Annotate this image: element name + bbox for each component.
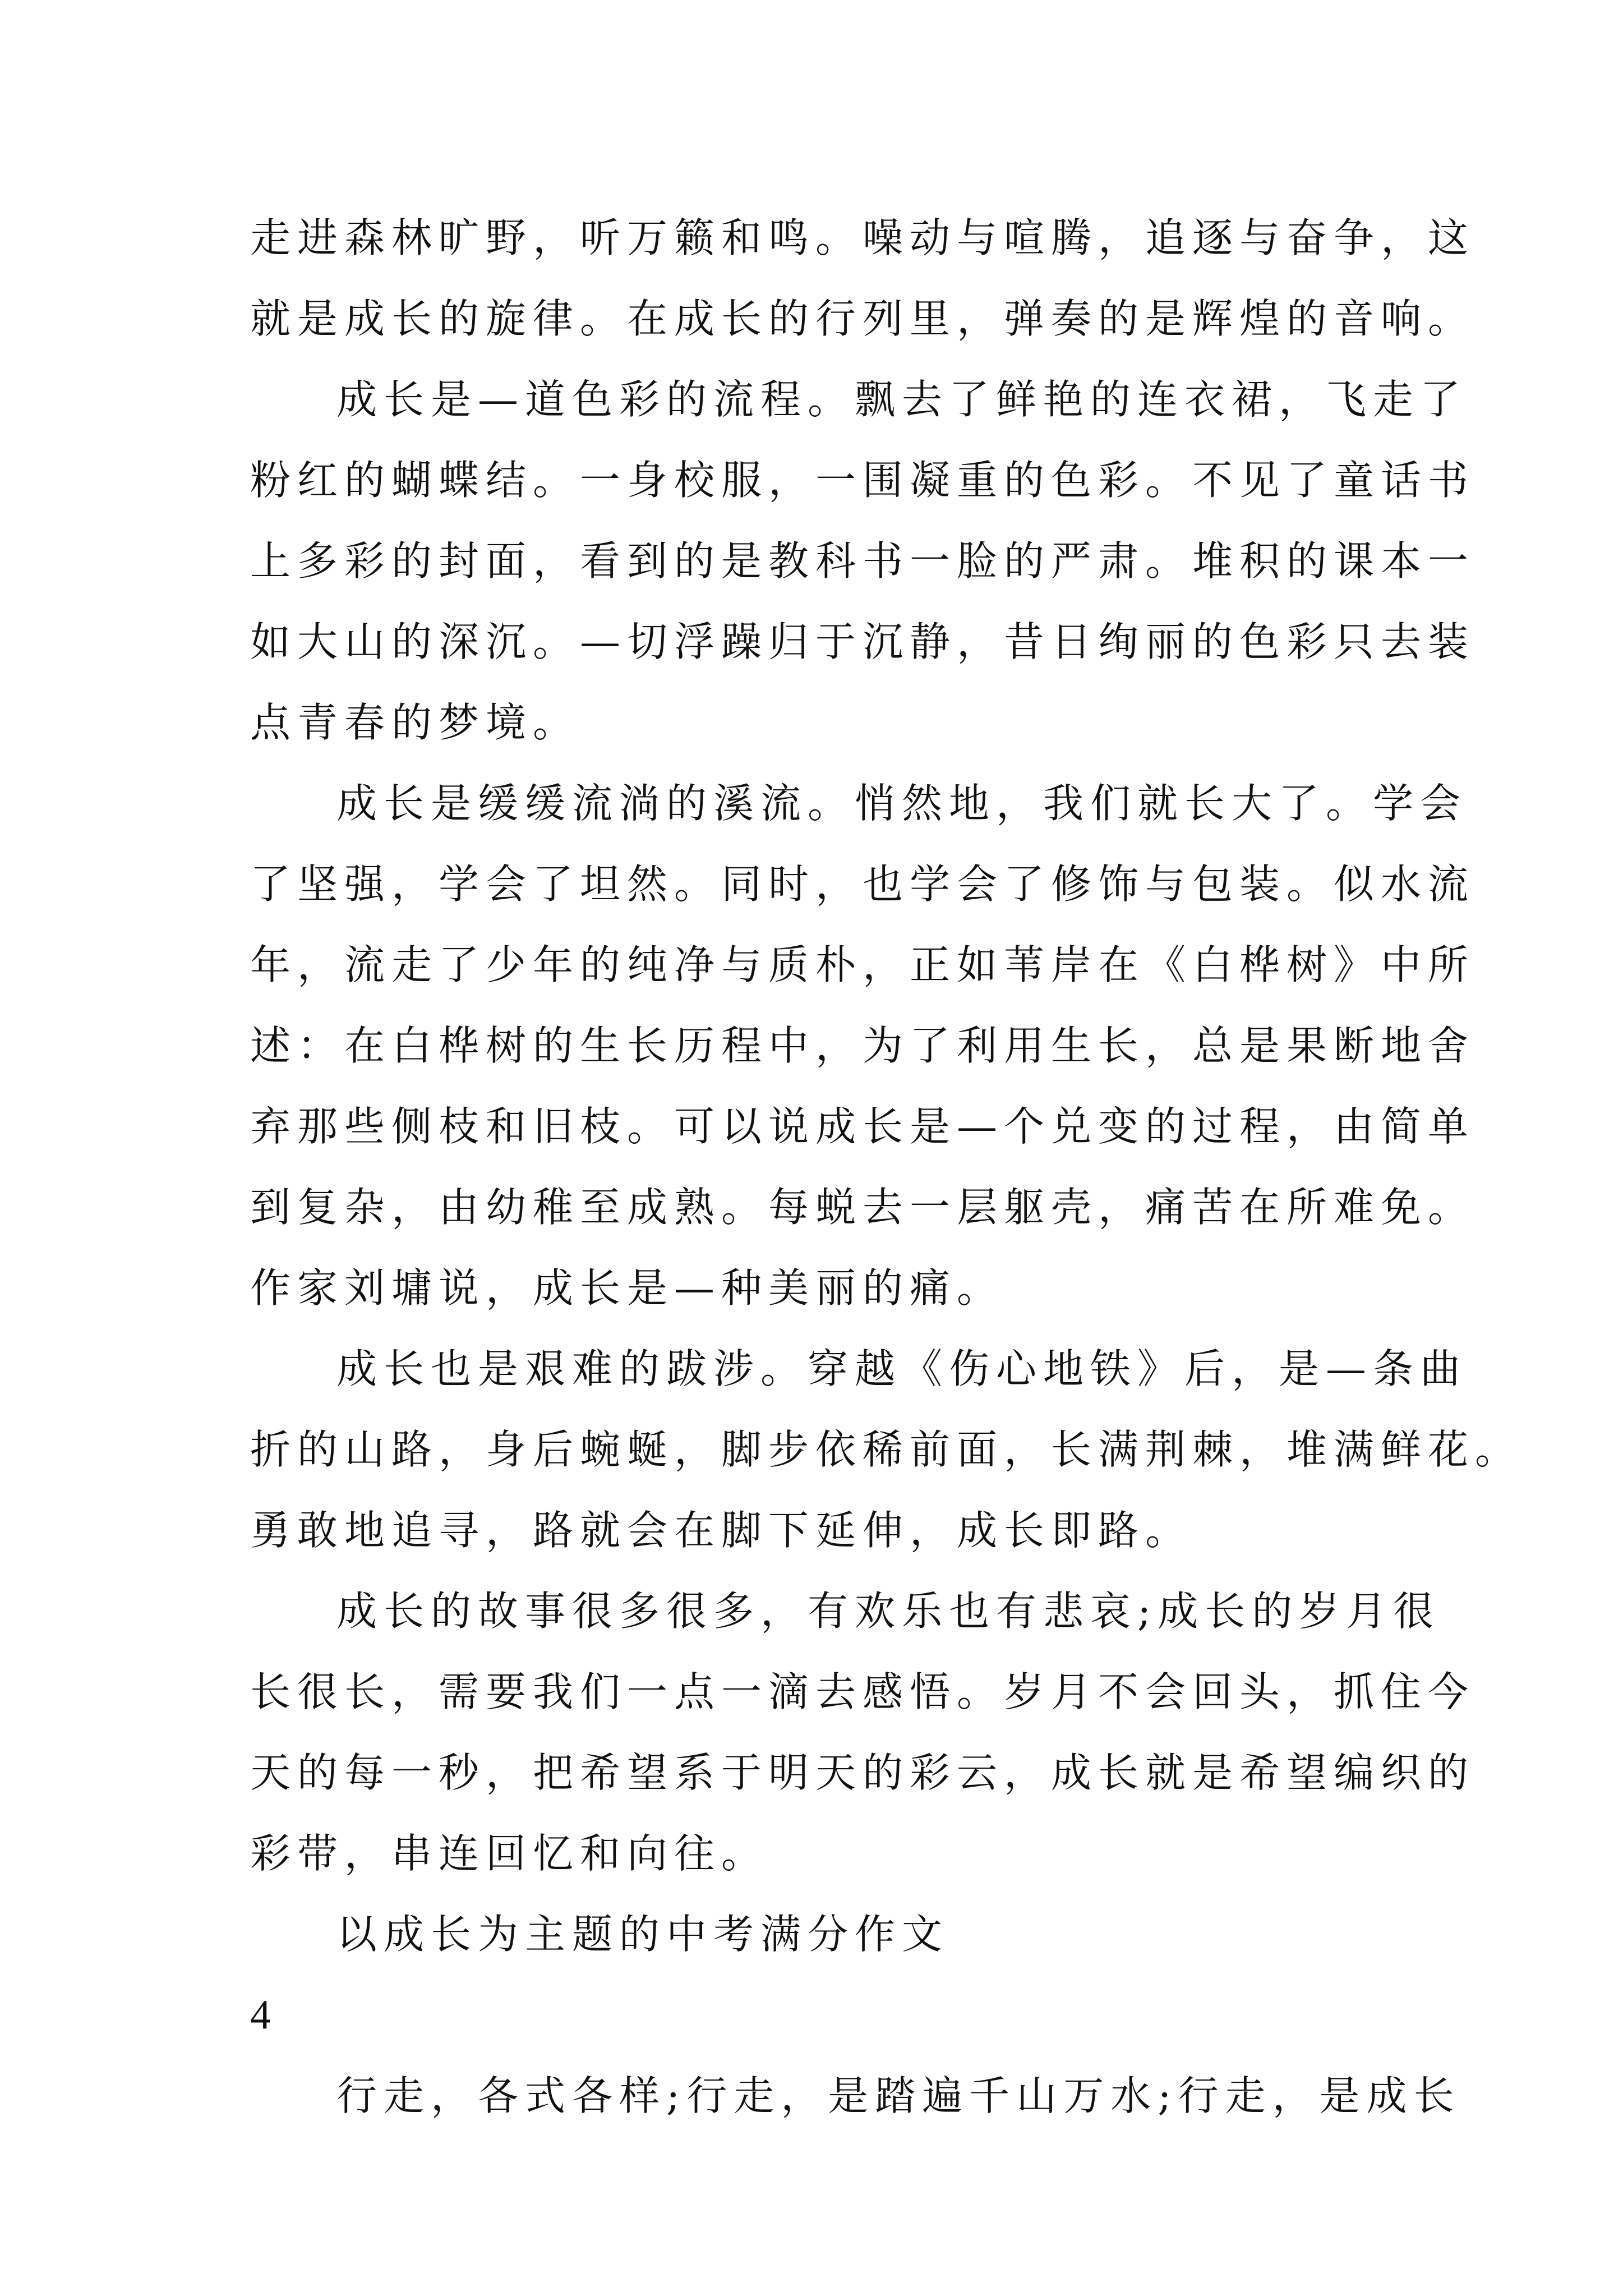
text-line: 弃那些侧枝和旧枝。可以说成长是—个兑变的过程，由简单 xyxy=(250,1103,1476,1150)
text-line: 述：在白桦树的生长历程中，为了利用生长，总是果断地舍 xyxy=(250,1022,1476,1069)
text-line: 折的山路，身后蜿蜒，脚步依稀前面，长满荆棘，堆满鲜花。 xyxy=(250,1426,1523,1473)
text-line: 到复杂，由幼稚至成熟。每蜕去一层躯壳，痛苦在所难免。 xyxy=(250,1184,1476,1231)
text-line: 了坚强，学会了坦然。同时，也学会了修饰与包装。似水流 xyxy=(250,861,1476,908)
text-line: 点青春的梦境。 xyxy=(250,699,580,746)
text-line: 天的每一秒，把希望系于明天的彩云，成长就是希望编织的 xyxy=(250,1749,1476,1796)
text-line: 年，流走了少年的纯净与质朴，正如苇岸在《白桦树》中所 xyxy=(250,941,1476,988)
paragraph-start-line: 成长的故事很多很多，有欢乐也有悲哀;成长的岁月很 xyxy=(336,1588,1441,1635)
text-line: 如大山的深沉。—切浮躁归于沉静，昔日绚丽的色彩只去装 xyxy=(250,618,1476,665)
section-heading: 以成长为主题的中考满分作文 xyxy=(336,1911,949,1958)
section-number: 4 xyxy=(250,1992,271,2038)
text-line: 就是成长的旋律。在成长的行列里，弹奏的是辉煌的音响。 xyxy=(250,295,1476,342)
text-line: 作家刘墉说，成长是—种美丽的痛。 xyxy=(250,1264,1004,1312)
text-line: 长很长，需要我们一点一滴去感悟。岁月不会回头，抓住今 xyxy=(250,1668,1476,1715)
paragraph-start-line: 行走，各式各样;行走，是踏遍千山万水;行走，是成长 xyxy=(336,2072,1461,2119)
paragraph-start-line: 成长是缓缓流淌的溪流。悄然地，我们就长大了。学会 xyxy=(336,780,1468,827)
text-line: 走进森林旷野，听万籁和鸣。噪动与喧腾，追逐与奋争，这 xyxy=(250,214,1476,261)
text-line: 勇敢地追寻，路就会在脚下延伸，成长即路。 xyxy=(250,1507,1193,1554)
text-line: 粉红的蝴蝶结。一身校服，一围凝重的色彩。不见了童话书 xyxy=(250,457,1476,504)
text-line: 上多彩的封面，看到的是教科书一脸的严肃。堆积的课本一 xyxy=(250,537,1476,585)
paragraph-start-line: 成长是—道色彩的流程。飘去了鲜艳的连衣裙，飞走了 xyxy=(336,376,1468,423)
text-line: 彩带，串连回忆和向往。 xyxy=(250,1830,769,1877)
paragraph-start-line: 成长也是艰难的跋涉。穿越《伤心地铁》后，是—条曲 xyxy=(336,1345,1468,1392)
